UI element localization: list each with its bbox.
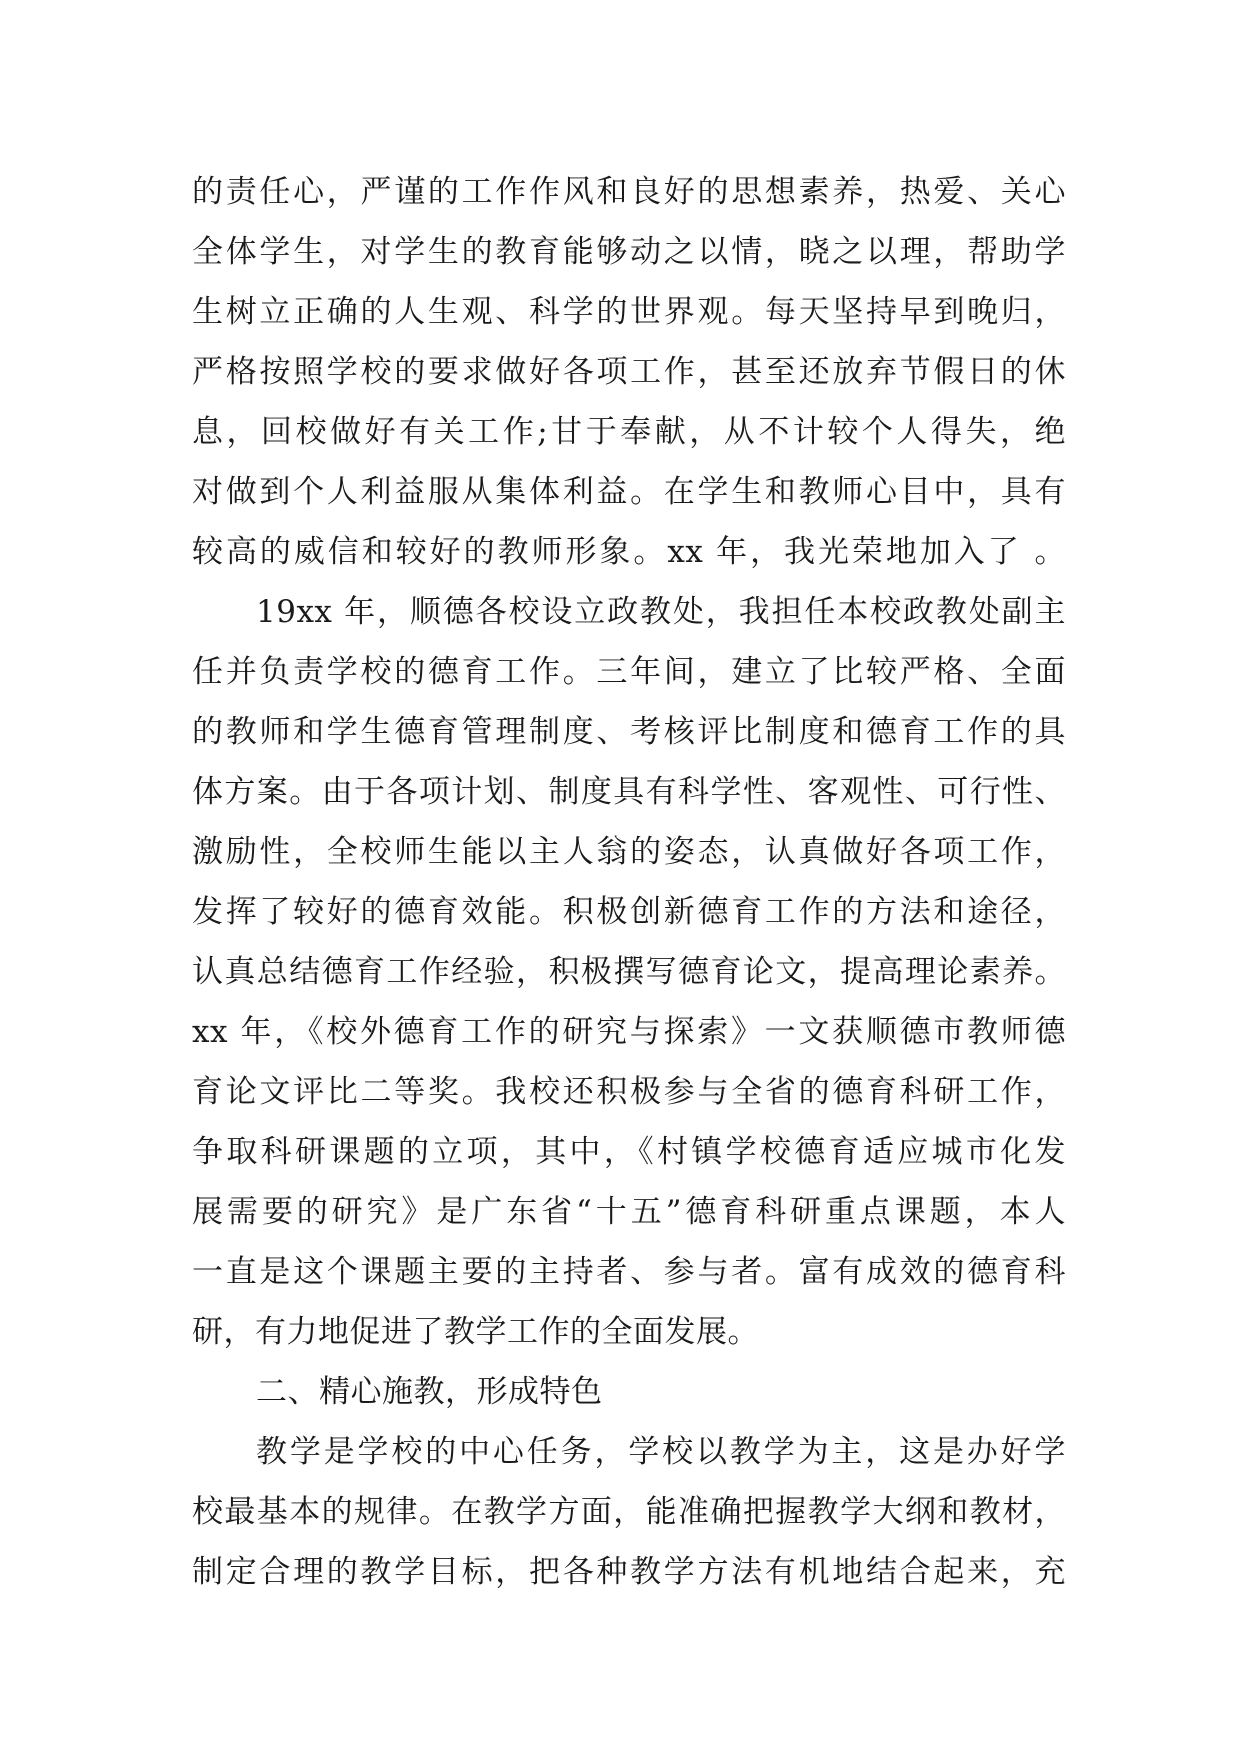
text-line: 二、精心施教，形成特色 — [256, 1374, 603, 1410]
text-line: 体方案。由于各项计划、制度具有科学性、客观性、可行性、 — [192, 774, 1066, 810]
text-line: 制定合理的教学目标，把各种教学方法有机地结合起来，充 — [192, 1554, 1066, 1590]
text-line: 育论文评比二等奖。我校还积极参与全省的德育科研工作， — [192, 1074, 1066, 1110]
text-line: 生树立正确的人生观、科学的世界观。每天坚持早到晚归， — [192, 294, 1066, 330]
text-line: 发挥了较好的德育效能。积极创新德育工作的方法和途径， — [192, 894, 1066, 930]
text-line: 全体学生，对学生的教育能够动之以情，晓之以理，帮助学 — [192, 234, 1066, 270]
text-line: 研，有力地促进了教学工作的全面发展。 — [192, 1314, 759, 1350]
text-line: 争取科研课题的立项，其中，《村镇学校德育适应城市化发 — [192, 1134, 1066, 1170]
text-line: xx 年，《校外德育工作的研究与探索》一文获顺德市教师德 — [192, 1014, 1066, 1050]
text-line: 任并负责学校的德育工作。三年间，建立了比较严格、全面 — [192, 654, 1066, 690]
text-line: 校最基本的规律。在教学方面，能准确把握教学大纲和教材， — [192, 1494, 1066, 1530]
text-line: 一直是这个课题主要的主持者、参与者。富有成效的德育科 — [192, 1254, 1066, 1290]
text-line: 较高的威信和较好的教师形象。xx 年，我光荣地加入了 。 — [192, 534, 1066, 570]
text-line: 对做到个人利益服从集体利益。在学生和教师心目中，具有 — [192, 474, 1066, 510]
text-line: 教学是学校的中心任务，学校以教学为主，这是办好学 — [256, 1434, 1066, 1470]
document-body — [192, 162, 1066, 1602]
text-line: 严格按照学校的要求做好各项工作，甚至还放弃节假日的休 — [192, 354, 1066, 390]
text-line: 19xx 年，顺德各校设立政教处，我担任本校政教处副主 — [256, 594, 1066, 630]
text-line: 展需要的研究》是广东省“十五”德育科研重点课题，本人 — [192, 1194, 1066, 1230]
text-line: 的责任心，严谨的工作作风和良好的思想素养，热爱、关心 — [192, 174, 1066, 210]
text-line: 认真总结德育工作经验，积极撰写德育论文，提高理论素养。 — [192, 954, 1066, 990]
text-line: 激励性，全校师生能以主人翁的姿态，认真做好各项工作， — [192, 834, 1066, 870]
text-line: 的教师和学生德育管理制度、考核评比制度和德育工作的具 — [192, 714, 1066, 750]
text-line: 息，回校做好有关工作;甘于奉献，从不计较个人得失，绝 — [192, 414, 1066, 450]
